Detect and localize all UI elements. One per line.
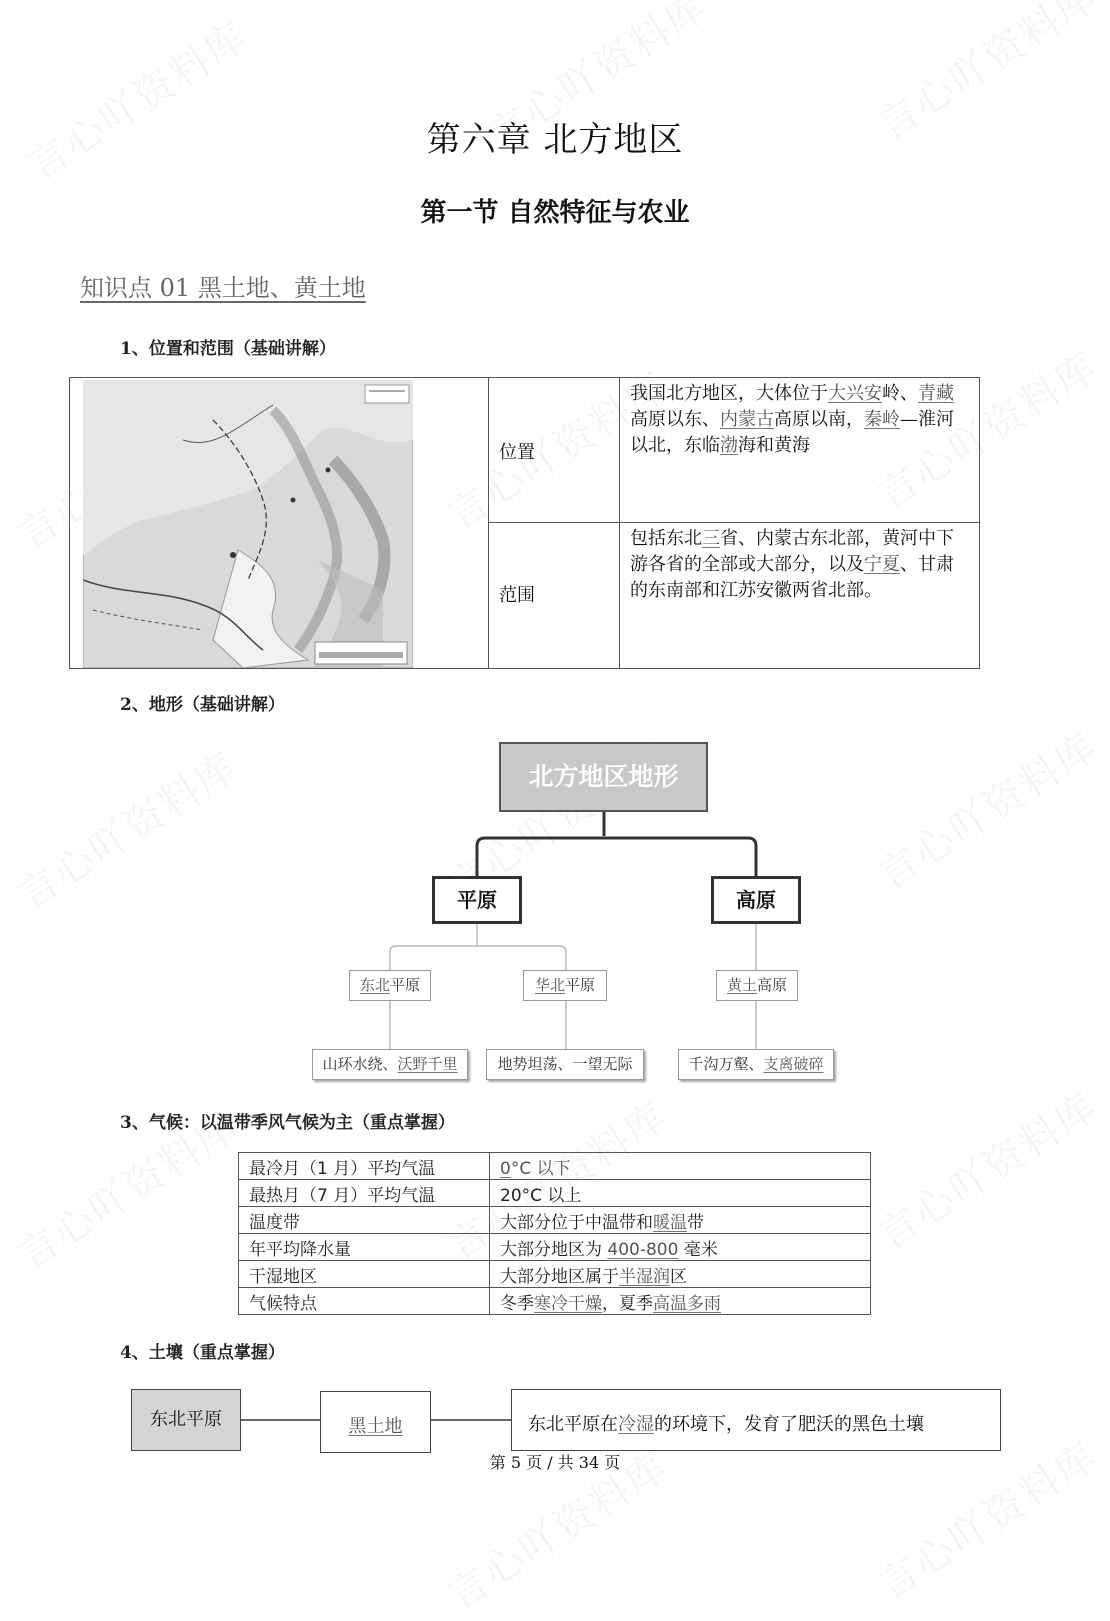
northeast-plain-node: 东北平原 bbox=[349, 970, 431, 1001]
chapter-title: 第六章 北方地区 bbox=[426, 120, 684, 160]
loess-plateau-node: 黄土高原 bbox=[716, 970, 798, 1001]
scope-label: 范围 bbox=[489, 523, 620, 669]
heading-soil: 4、土壤（重点掌握） bbox=[120, 1343, 285, 1363]
soil-region-box: 东北平原 bbox=[131, 1389, 241, 1451]
table-row: 年平均降水量 大部分地区为 400-800 毫米 bbox=[239, 1234, 871, 1261]
heading-location: 1、位置和范围（基础讲解） bbox=[120, 339, 336, 359]
table-row: 干湿地区 大部分地区属于半湿润区 bbox=[239, 1261, 871, 1288]
plain-node: 平原 bbox=[432, 876, 522, 924]
heading-terrain: 2、地形（基础讲解） bbox=[120, 695, 285, 715]
section-title: 第一节 自然特征与农业 bbox=[420, 198, 690, 228]
north-china-plain-node: 华北平原 bbox=[523, 970, 607, 1001]
table-row: 最冷月（1 月）平均气温 0°C 以下 bbox=[239, 1153, 871, 1180]
location-text: 我国北方地区，大体位于大兴安岭、青藏高原以东、内蒙古高原以南，秦岭—淮河以北，东临渤海和黄海 bbox=[620, 378, 980, 523]
north-china-plain-desc: 地势坦荡、一望无际 bbox=[486, 1049, 644, 1080]
heading-climate: 3、气候：以温带季风气候为主（重点掌握） bbox=[120, 1113, 455, 1133]
scope-text: 包括东北三省、内蒙古东北部，黄河中下游各省的全部或大部分，以及宁夏、甘肃的东南部和江苏安徽两省北部。 bbox=[620, 523, 980, 669]
location-label: 位置 bbox=[489, 378, 620, 523]
loess-plateau-desc: 千沟万壑、支离破碎 bbox=[678, 1049, 834, 1080]
table-row: 气候特点 冬季寒冷干燥，夏季高温多雨 bbox=[239, 1288, 871, 1315]
terrain-root-node: 北方地区地形 bbox=[499, 742, 708, 812]
soil-type-box: 黑土地 bbox=[320, 1391, 431, 1453]
table-row: 温度带 大部分位于中温带和暖温带 bbox=[239, 1207, 871, 1234]
knowledge-point-title: 知识点 01 黑土地、黄土地 bbox=[80, 274, 366, 302]
northeast-plain-desc: 山环水绕、沃野千里 bbox=[312, 1049, 468, 1080]
soil-desc-box: 东北平原在冷湿的环境下，发育了肥沃的黑色土壤 bbox=[511, 1389, 1001, 1451]
plateau-node: 高原 bbox=[711, 876, 801, 924]
table-row: 最热月（7 月）平均气温 20°C 以上 bbox=[239, 1180, 871, 1207]
page-footer: 第 5 页 / 共 34 页 bbox=[489, 1453, 621, 1472]
